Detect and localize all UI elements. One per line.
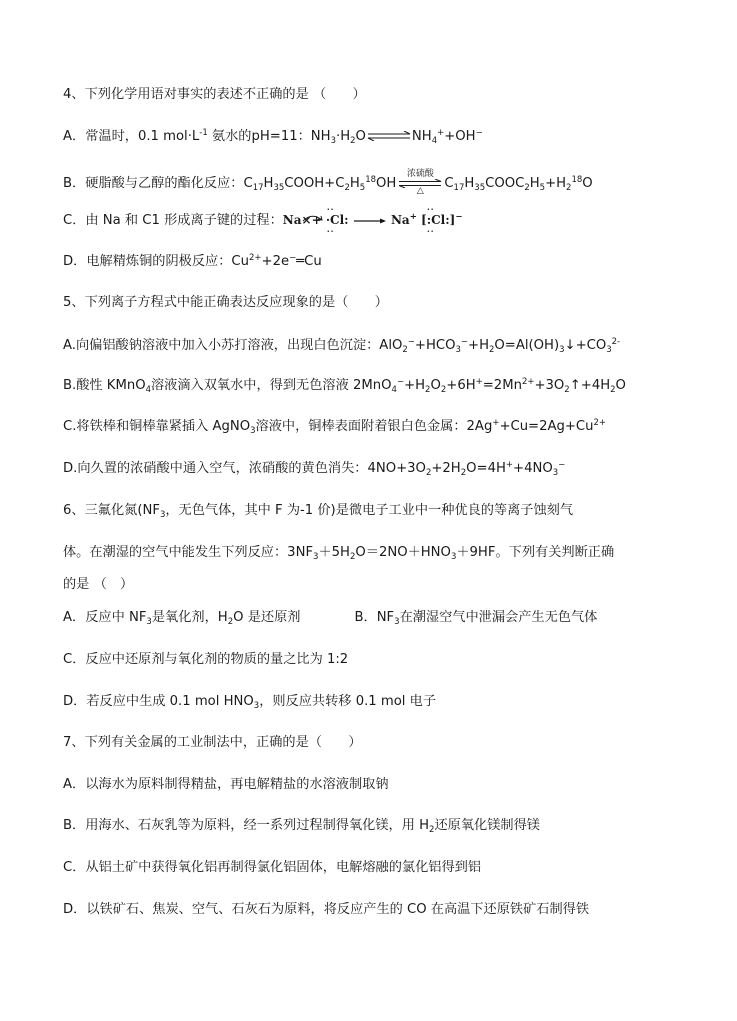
q6-options-ab [63, 609, 597, 627]
q6-option-c: C．反应中还原剂与氧化剂的物质的量之比为 1:2 [63, 652, 349, 667]
q5-option-d: D.向久置的浓硝酸中通入空气，浓硝酸的黄色消失：$4NO+3O_2+2H_2O=4H^++4NO_3^-$ [63, 460, 566, 478]
q6-stem-line-1: 6、三氟化氮($NF_3$，无色气体，其中 F 为-1 价)是微电子工业中一种优良的等离子蚀刻气 [63, 503, 574, 520]
q5-option-c: C.将铁棒和铜棒靠紧插入 AgNO$_3$溶液中，铜棒表面附着银白色金属：$2Ag^++Cu=2Ag+Cu^{2+}$ [63, 418, 607, 436]
q6-option-b: B．$NF_3$在潮湿空气中泄漏会产生无色气体 [354, 610, 598, 627]
q5-stem: 5、下列离子方程式中能正确表达反应现象的是（ ） [63, 295, 388, 310]
q4-stem [63, 86, 366, 104]
reversible-arrow-icon [366, 131, 412, 141]
q4-option-a: A．常温时，0.1 $mol\cdot L^{-1}$ 氨水的pH=11：$NH_3\cdot H_2O$ $NH_4^++OH^-$ [63, 128, 483, 146]
electron-formation-diagram: Na× + ·· ·Cl: ·· Na+ ·· [:Cl:] ·· − [282, 204, 463, 236]
q7-option-c: C．从铝土矿中获得氧化铝再制得氯化铝固体，电解熔融的氯化铝得到铝 [63, 860, 482, 875]
q7-option-d: D．以铁矿石、焦炭、空气、石灰石为原料，将反应产生的 CO 在高温下还原铁矿石制得铁 [63, 902, 590, 917]
q4-stem-text: 4、下列化学用语对事实的表述不正确的是 （ ） [63, 87, 366, 102]
q6-stem-line-2: 体。在潮湿的空气中能发生下列反应：$3NF_3+5H_2O=2NO+HNO_3+9HF$。下列有关判断正确 [63, 545, 615, 562]
q7-stem: 7、下列有关金属的工业制法中，正确的是（ ） [63, 735, 362, 750]
q4-option-b: B．硬脂酸与乙醇的酯化反应：$C_{17}H_{35}COOH+C_2H_5^{18}OH$ 浓硫酸 △ $C_{17}H_{35}COOC_2H_5+H_2^{18}O$ [63, 169, 593, 196]
reaction-condition-arrow: 浓硫酸 △ [397, 170, 443, 196]
q4-option-c: C．由 Na 和 C1 形成离子键的过程：Na× + ·· ·Cl: ·· Na+ ·· [:Cl:] ·· − [63, 204, 463, 236]
curved-arrow-icon [302, 214, 324, 222]
q7-option-a: A．以海水为原料制得精盐，再电解精盐的水溶液制取钠 [63, 777, 389, 792]
q5-option-a: A.向偏铝酸钠溶液中加入小苏打溶液，出现白色沉淀：$AlO_2^-+HCO_3^-+H_2O=Al(OH)_3↓+CO_3^{2-}$ [63, 337, 621, 355]
q5-option-b: B.酸性 KMnO$_4$溶液滴入双氧水中，得到无色溶液 $2MnO_4^-+H_2O_2+6H^+=2Mn^{2+}+3O_2↑+4H_2O$ [63, 377, 626, 395]
q7-option-b: B．用海水、石灰乳等为原料，经一系列过程制得氧化镁，用 $H_2$还原氧化镁制得镁 [63, 818, 540, 835]
q6-stem-line-3: 的是 （ ） [63, 577, 134, 592]
q4-option-d: D．电解精炼铜的阴极反应：$Cu^{2+}+2e^-═Cu$ [63, 253, 322, 269]
q6-option-d: D．若反应中生成 0.1 mol $HNO_3$，则反应共转移 0.1 mol 电子 [63, 694, 437, 711]
q6-option-a: A．反应中 $NF_3$是氧化剂，$H_2O$ 是还原剂 [63, 610, 301, 627]
arrow-right-icon [353, 217, 387, 225]
